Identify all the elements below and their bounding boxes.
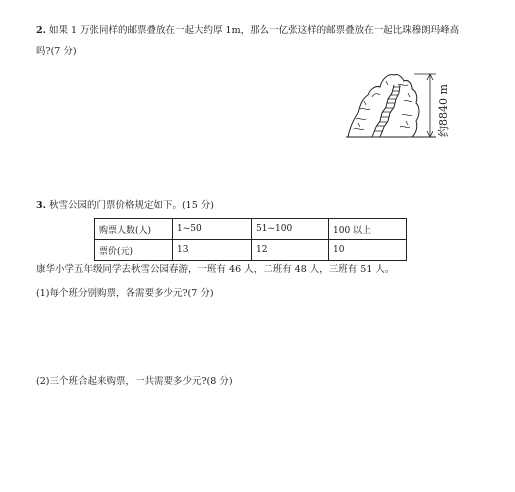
question-2-line-1 [36, 25, 459, 37]
question-3-part-1: (1)每个班分别购票，各需要多少元?(7 分) [36, 288, 214, 299]
table-row [95, 219, 407, 240]
table-cell: 51~100 [252, 219, 329, 240]
question-3-number: 3. [36, 200, 46, 211]
table-cell: 12 [252, 240, 329, 261]
question-3-title [36, 200, 214, 212]
table-cell: 1~50 [173, 219, 252, 240]
table-cell: 13 [173, 240, 252, 261]
table-cell: 10 [329, 240, 407, 261]
question-2-line-2: 吗?(7 分) [36, 46, 77, 57]
table-cell: 购票人数(人) [95, 219, 173, 240]
question-2-number: 2. [36, 25, 46, 36]
question-3-description: 康华小学五年级同学去秋雪公园春游，一班有 46 人，二班有 48 人，三班有 51 人。 [36, 264, 395, 275]
table-row [95, 240, 407, 261]
table-cell: 票价(元) [95, 240, 173, 261]
mountain-figure [346, 71, 462, 141]
question-2-text: 如果 1 万张同样的邮票叠放在一起大约厚 1m，那么一亿张这样的邮票叠放在一起比珠穆朗玛峰高 [48, 25, 460, 36]
height-label: 约8840 m [437, 84, 450, 137]
ticket-price-table [94, 218, 407, 261]
question-3-title-text: 秋雪公园的门票价格规定如下。(15 分) [48, 200, 214, 211]
question-3-part-2: (2)三个班合起来购票，一共需要多少元?(8 分) [36, 376, 233, 387]
table-cell: 100 以上 [329, 219, 407, 240]
